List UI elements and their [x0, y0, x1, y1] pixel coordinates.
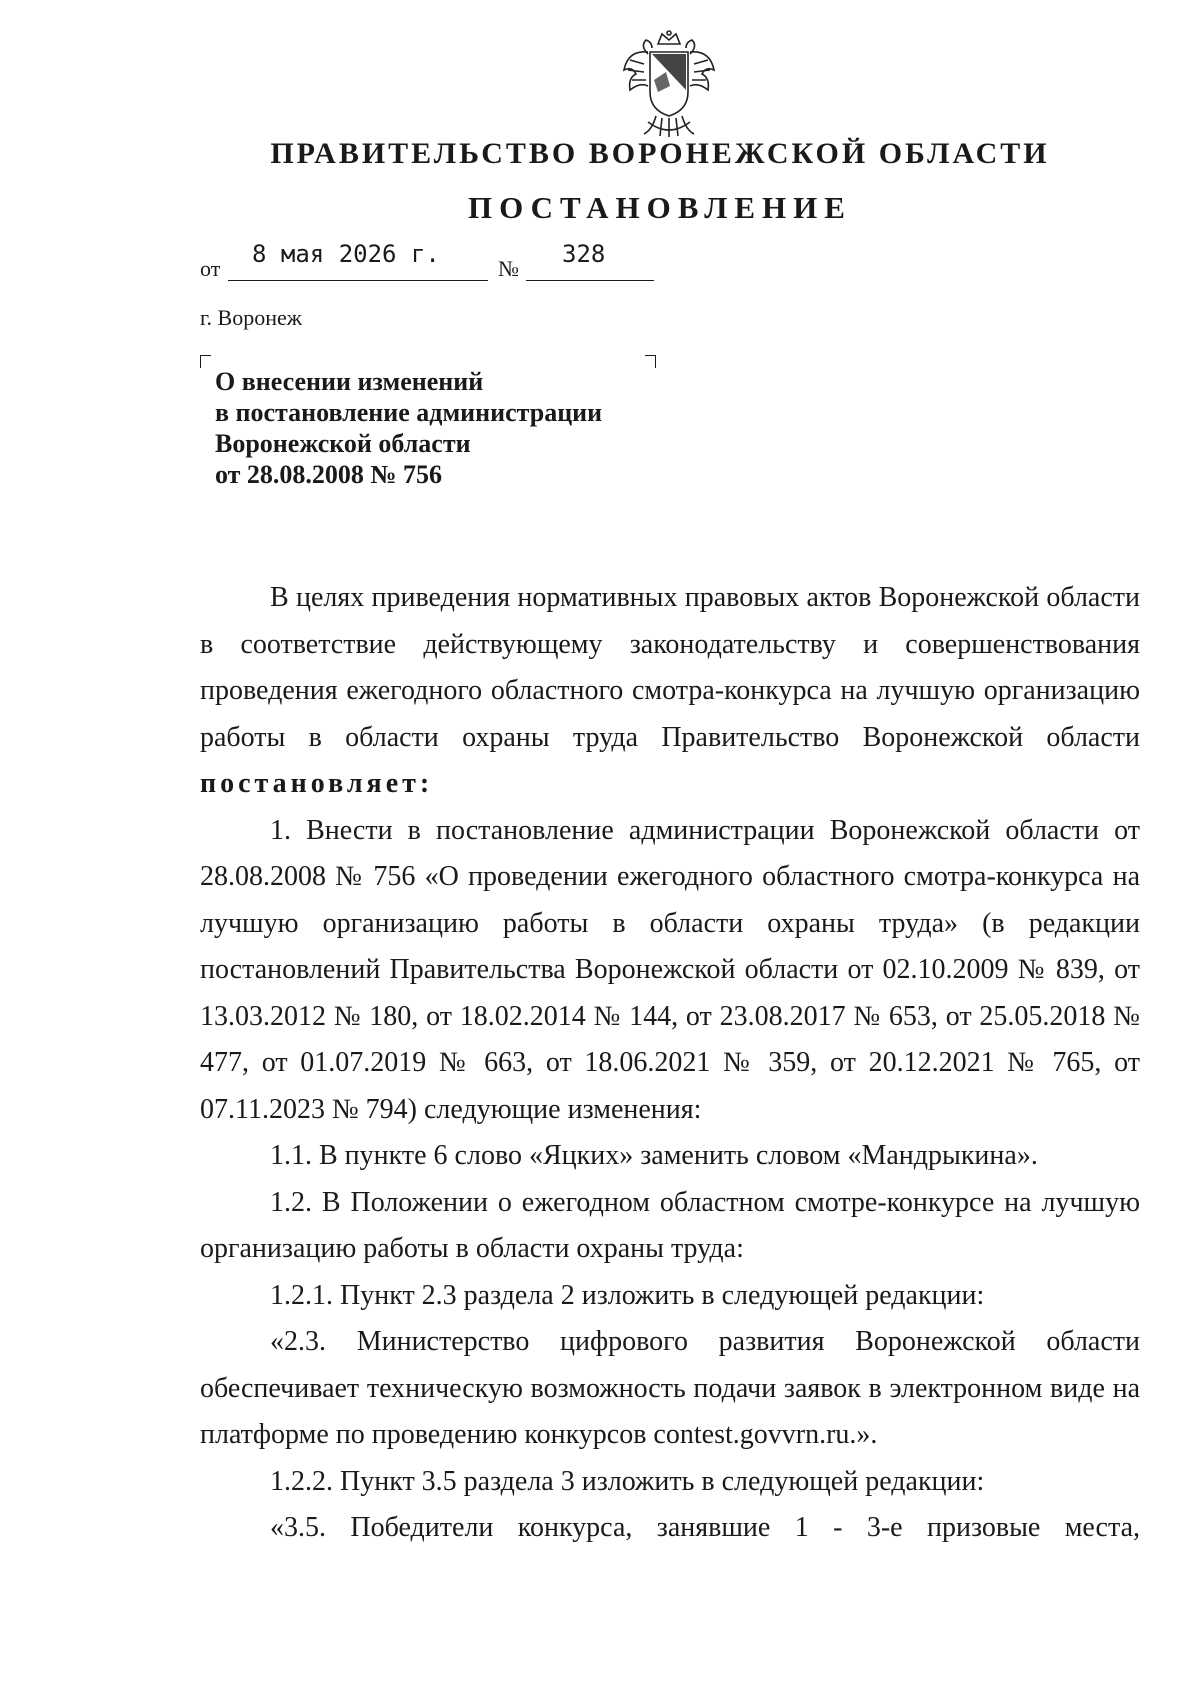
document-body [200, 575, 1140, 1552]
resolves-word: постановляет: [200, 768, 434, 799]
document-type: ПОСТАНОВЛЕНИЕ [468, 190, 852, 225]
subject-corner-right [645, 355, 656, 368]
subject-corner-left [200, 355, 211, 368]
number-value: 328 [562, 240, 606, 268]
date-prefix: от [200, 256, 221, 281]
date-value: 8 мая 2026 г. [252, 240, 440, 268]
paragraph-3-5: «3.5. Победители конкурса, занявшие 1 - 3-е призовые места, [270, 1512, 1140, 1543]
subject-block [215, 366, 602, 490]
number-prefix: № [498, 256, 519, 281]
date-underline [228, 280, 488, 281]
subject-line: в постановление администрации [215, 398, 603, 427]
paragraph-2-3: «2.3. Министерство цифрового развития Воронежской области обеспечивает техническую возможность подачи заявок в электронном виде на платформе по проведению конкурсов contest.govvrn.ru.». [200, 1326, 1140, 1450]
subject-line: О внесении изменений [215, 367, 484, 396]
city: г. Воронеж [200, 305, 302, 330]
paragraph-1: 1. Внести в постановление администрации Воронежской области от 28.08.2008 № 756 «О проведении ежегодного областного смотра-конкурса на лучшую организацию работы в области охраны труда» (в редакции постановлений Правительства Воронежской области от 02.10.2009 № 839, от 13.03.2012 № 180, от 18.02.2014 № 144, от 23.08.2017 № 653, от 25.05.2018 № 477, от 01.07.2019 № 663, от 18.06.2021 № 359, от 20.12.2021 № 765, от 07.11.2023 № 794) следующие изменения: [200, 814, 1140, 1125]
number-underline [526, 280, 654, 281]
government-title: ПРАВИТЕЛЬСТВО ВОРОНЕЖСКОЙ ОБЛАСТИ [270, 137, 1050, 170]
paragraph-1-2: 1.2. В Положении о ежегодном областном смотре-конкурсе на лучшую организацию работы в области охраны труда: [200, 1186, 1140, 1264]
paragraph-1-1: 1.1. В пункте 6 слово «Яцких» заменить словом «Мандрыкина». [270, 1140, 1038, 1171]
subject-line: от 28.08.2008 № 756 [215, 460, 443, 489]
intro-text: В целях приведения нормативных правовых актов Воронежской области в соответствие действующему законодательству и совершенствования проведения ежегодного областного смотра-конкурса на лучшую организацию работы в области охраны труда Правительство Воронежской области [200, 582, 1140, 753]
coat-of-arms-icon [618, 30, 720, 138]
paragraph-1-2-2: 1.2.2. Пункт 3.5 раздела 3 изложить в следующей редакции: [270, 1465, 985, 1497]
paragraph-1-2-1: 1.2.1. Пункт 2.3 раздела 2 изложить в следующей редакции: [270, 1279, 985, 1311]
subject-line: Воронежской области [215, 429, 471, 458]
intro-paragraph [200, 575, 1140, 808]
